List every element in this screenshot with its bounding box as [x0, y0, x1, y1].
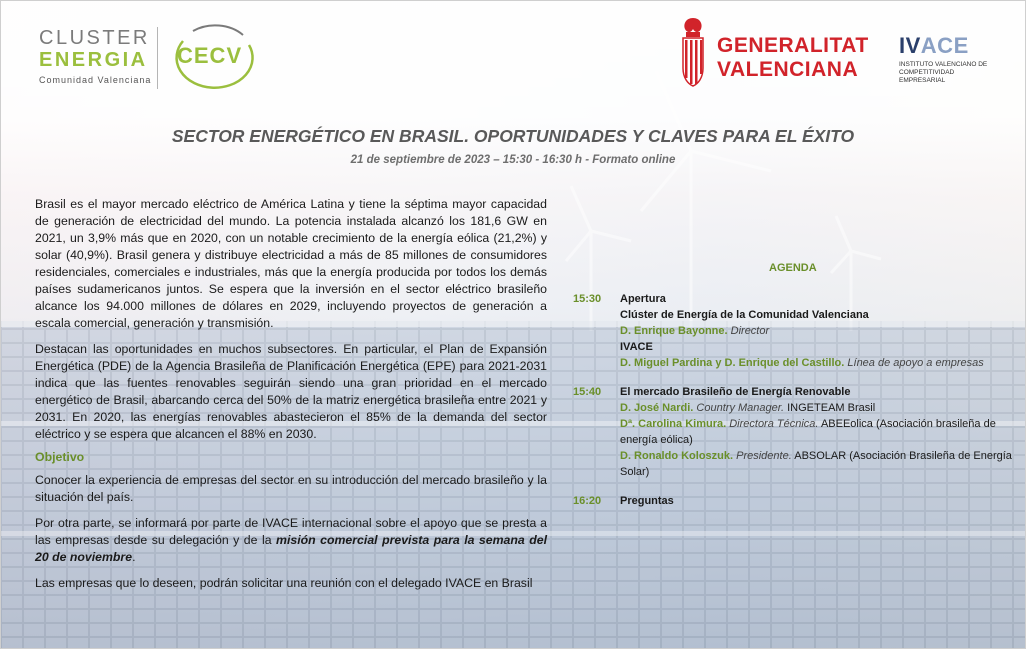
intro-paragraph-1: Brasil es el mayor mercado eléctrico de América Latina y tiene la séptima mayor capacidad de generación de electricidad del mundo. La potencia instalada alcanzó los 181,6 GW en 2021, un 3,9% más que en 2020, con un notable crecimiento de la energía eólica (21,2%) y solar (40,9%). Brasil genera y distribuye electricidad a más de 85 millones de consumidores residenciales, comerciales e industriales, más que la energía producida por todos los demás países sudamericanos juntos. Se espera que la inversión en el sector eléctrico brasileño alcance los 94.000 millones de dólares en 2029, incluyendo proyectos de generación a escala comercial, generación y transmisión.: [35, 197, 547, 330]
speaker-role: Director: [730, 325, 770, 337]
page-title: SECTOR ENERGÉTICO EN BRASIL. OPORTUNIDADES Y CLAVES PARA EL ÉXITO: [171, 126, 855, 146]
agenda-item-title: Preguntas: [620, 495, 674, 507]
ivace-logo-name: [899, 35, 991, 57]
cluster-logo-line2: ENERGIA: [39, 49, 148, 71]
ivace-name-accent: ACE: [920, 33, 969, 58]
objetivo-heading: Objetivo: [35, 450, 85, 464]
speaker-name: D. Miguel Pardina y D. Enrique del Castillo.: [620, 357, 845, 369]
agenda-speaker: [620, 323, 1023, 339]
speaker-name: D. José Nardi.: [620, 402, 694, 414]
generalitat-valenciana-logo: [717, 34, 869, 82]
mision-comercial-emphasis: misión comercial prevista para la semana del 20 de noviembre: [35, 533, 547, 564]
agenda-org: IVACE: [620, 341, 653, 353]
cluster-logo-line3: Comunidad Valenciana: [39, 75, 152, 85]
objetivo-paragraph-3: Las empresas que lo deseen, podrán solicitar una reunión con el delegado IVACE en Brasil: [35, 576, 533, 590]
agenda-item-body: [620, 384, 1023, 480]
speaker-org: INGETEAM Brasil: [787, 402, 876, 414]
speaker-role: Directora Técnica.: [729, 418, 819, 430]
speaker-role: Línea de apoyo a empresas: [847, 357, 984, 369]
objetivo-p2-pre: Por otra parte, se informará por parte de IVACE internacional sobre el apoyo que se presta a las empresas desde su delegación y de la: [35, 516, 547, 547]
agenda-speaker: [620, 355, 1023, 371]
objetivo-p2-post: .: [132, 550, 136, 564]
speaker-role: Presidente.: [736, 450, 792, 462]
agenda-time: 15:30: [573, 293, 602, 305]
agenda-speaker: [620, 416, 1023, 448]
speaker-name: Dª. Carolina Kimura.: [620, 418, 727, 430]
cluster-logo-line1: CLUSTER: [39, 27, 150, 49]
objetivo-paragraph-1: Conocer la experiencia de empresas del sector en su introducción del mercado brasileño y la situación del país.: [35, 473, 547, 504]
agenda-org: Clúster de Energía de la Comunidad Valenciana: [620, 309, 869, 321]
agenda-item-body: [620, 493, 1023, 509]
cecv-logo-text: CECV: [177, 43, 243, 68]
agenda-heading: AGENDA: [769, 262, 817, 274]
ivace-name-main: IV: [899, 33, 921, 58]
agenda-list: [573, 291, 1023, 522]
agenda-speaker: [620, 400, 1023, 416]
agenda-item-body: [620, 291, 1023, 371]
speaker-name: D. Ronaldo Koloszuk.: [620, 450, 734, 462]
agenda-time: 16:20: [573, 495, 602, 507]
generalitat-emblem-icon: [677, 16, 709, 88]
speaker-role: Country Manager.: [696, 402, 785, 414]
ivace-logo: [899, 35, 991, 85]
agenda-speaker: [620, 448, 1023, 480]
objetivo-paragraph-2: [35, 515, 547, 566]
speaker-org: ABSOLAR (Asociación Brasileña de Energía Solar): [620, 450, 1012, 478]
intro-paragraph-2: Destacan las oportunidades en muchos subsectores. En particular, el Plan de Expansión Energética (PDE) de la Agencia Brasileña de Planificación Energética (EPE) para 2021-2031 indica que las fuentes renovables seguirán siendo una gran prioridad en el mercado energético de Brasil, abarcando cerca del 50% de la matriz energética brasileña entre 2021 y 2031. En 2020, las energías renovables abastecieron el 85% de la demanda del sector eléctrico y se espera que alcancen el 88% en 2030.: [35, 342, 547, 441]
agenda-item: [573, 291, 1023, 371]
agenda-time: 15:40: [573, 386, 602, 398]
agenda-item: [573, 384, 1023, 480]
description-column: [35, 196, 547, 601]
generalitat-line1: GENERALITAT: [717, 34, 869, 57]
event-date: 21 de septiembre de 2023 – 15:30 - 16:30 h - Formato online: [350, 154, 676, 166]
agenda-item-title: El mercado Brasileño de Energía Renovable: [620, 386, 851, 398]
cluster-energia-logo: [39, 27, 151, 85]
ivace-sub-line1: INSTITUTO VALENCIANO DE: [899, 61, 988, 68]
agenda-item: [573, 493, 1023, 509]
ivace-logo-subtitle: [899, 61, 991, 85]
speaker-org: ABEEolica (Asociación brasileña de energía eólica): [620, 418, 996, 446]
agenda-item-title: Apertura: [620, 293, 666, 305]
generalitat-line2: VALENCIANA: [717, 58, 859, 81]
speaker-name: D. Enrique Bayonne.: [620, 325, 728, 337]
ivace-sub-line2: COMPETITIVIDAD EMPRESARIAL: [899, 69, 955, 84]
logo-divider: [157, 27, 158, 89]
